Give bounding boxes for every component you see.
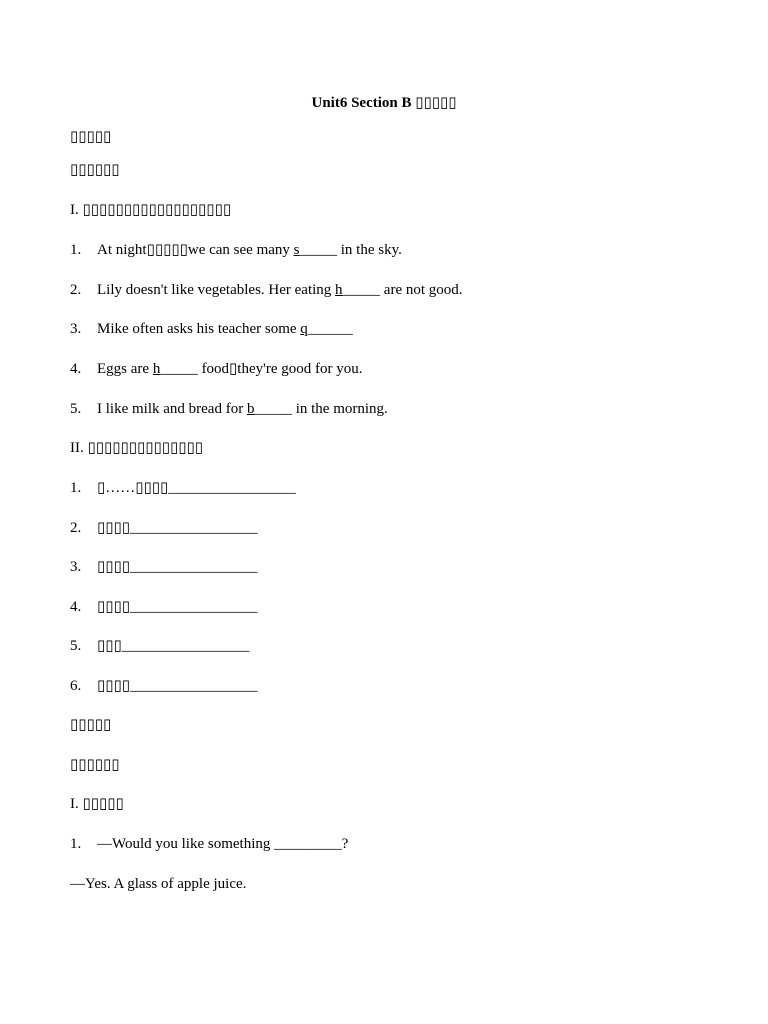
phrase-item-3 [70,557,258,577]
item-text-before: At night▯▯▯▯▯we can see many [97,242,294,258]
item-text-after: in the morning. [291,401,388,417]
phrase-with-blank: ▯……▯▯▯▯_________________ [97,480,296,496]
phrase-item-4 [70,597,258,617]
item-text-after: food▯they're good for you. [197,361,363,377]
blank-first-letter: h [152,361,161,377]
item-text-after: in the sky. [336,242,402,258]
item-number: 1. [70,836,82,852]
item-text-before: Eggs are [97,361,153,377]
page-title: Unit6 Section B ▯▯▯▯▯ [311,95,457,111]
item-number: 1. [70,242,82,258]
item-number: 2. [70,520,82,536]
phrase-item-6 [70,676,258,696]
phrase-with-blank: ▯▯▯▯_________________ [97,678,258,694]
item-number: 6. [70,678,82,694]
item-number: 5. [70,401,82,417]
item-number: 5. [70,638,82,654]
question-text: —Would you like something _________? [97,836,349,852]
phrase-with-blank: ▯▯▯_________________ [97,638,250,654]
answer-blank: _____ [342,282,381,298]
fill-letter-item-3 [70,319,353,339]
item-number: 1. [70,480,82,496]
section2-heading: II. ▯▯▯▯▯▯▯▯▯▯▯▯▯▯ [70,440,204,456]
answer-blank: _____ [254,401,292,417]
item-number: 4. [70,599,82,615]
phrase-item-2 [70,518,258,538]
part2-heading: ▯▯▯▯▯ [70,717,112,733]
part1-subheading: ▯▯▯▯▯▯ [70,162,120,178]
answer-blank: ______ [307,321,353,337]
phrase-with-blank: ▯▯▯▯_________________ [97,520,258,536]
item-number: 3. [70,321,82,337]
blank-first-letter: b [246,401,255,417]
item-number: 3. [70,559,82,575]
section3-heading: I. ▯▯▯▯▯ [70,796,124,812]
item-number: 2. [70,282,82,298]
phrase-with-blank: ▯▯▯▯_________________ [97,559,258,575]
item-text-before: Mike often asks his teacher some [97,321,301,337]
choice-item-1 [70,834,348,854]
blank-first-letter: s [293,242,300,258]
blank-first-letter: q [300,321,308,337]
part1-heading: ▯▯▯▯▯ [70,129,112,145]
fill-letter-item-4 [70,359,362,379]
answer-blank: _____ [160,361,198,377]
item-text-before: Lily doesn't like vegetables. Her eating [97,282,336,298]
fill-letter-item-5 [70,399,388,419]
part2-subheading: ▯▯▯▯▯▯ [70,757,120,773]
item-number: 4. [70,361,82,377]
phrase-with-blank: ▯▯▯▯_________________ [97,599,258,615]
fill-letter-item-1 [70,240,402,260]
blank-first-letter: h [335,282,343,298]
item-text-before: I like milk and bread for [97,401,247,417]
answer-blank: _____ [299,242,337,258]
phrase-item-5 [70,636,249,656]
section1-heading: I. ▯▯▯▯▯▯▯▯▯▯▯▯▯▯▯▯▯▯ [70,202,232,218]
fill-letter-item-2 [70,280,463,300]
phrase-item-1 [70,478,296,498]
dialogue-answer-line: —Yes. A glass of apple juice. [70,876,247,892]
item-text-after: are not good. [380,282,463,298]
